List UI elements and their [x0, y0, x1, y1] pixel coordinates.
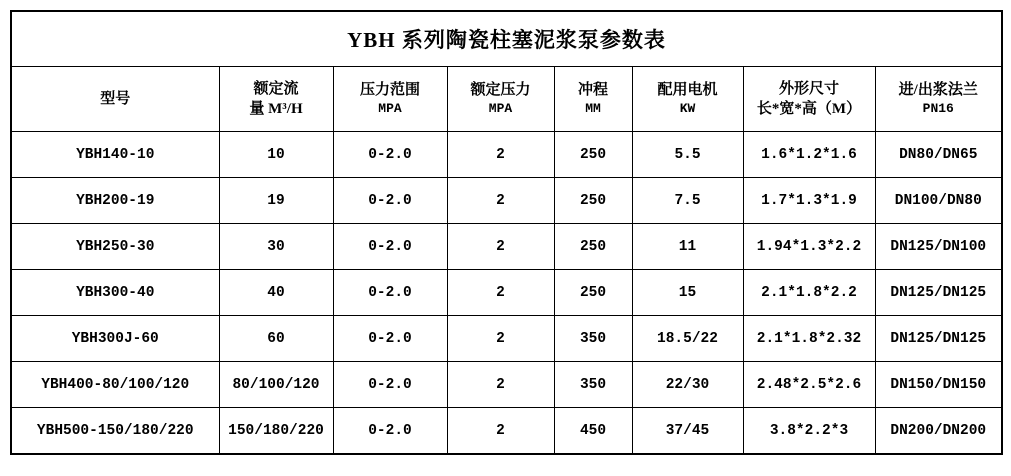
cell-flange: DN125/DN125 — [875, 270, 1002, 316]
cell-dimensions: 1.6*1.2*1.6 — [743, 132, 875, 178]
cell-flow: 19 — [219, 178, 333, 224]
column-header-rated-pressure-unit: MPA — [488, 101, 513, 117]
cell-stroke: 350 — [554, 316, 632, 362]
column-header-motor-line1: 配用电机 — [657, 82, 718, 99]
table-row — [11, 316, 1002, 362]
column-header-flange-line1: 进/出浆法兰 — [898, 82, 978, 99]
cell-rated-pressure: 2 — [447, 408, 554, 455]
cell-rated-pressure: 2 — [447, 316, 554, 362]
cell-model: YBH300J-60 — [11, 316, 219, 362]
cell-rated-pressure: 2 — [447, 132, 554, 178]
cell-dimensions: 1.7*1.3*1.9 — [743, 178, 875, 224]
column-header-flow-line1: 额定流 — [253, 80, 299, 97]
cell-model: YBH300-40 — [11, 270, 219, 316]
cell-dimensions: 2.1*1.8*2.32 — [743, 316, 875, 362]
parameter-table — [10, 10, 1003, 455]
cell-rated-pressure: 2 — [447, 362, 554, 408]
cell-motor: 15 — [632, 270, 743, 316]
cell-model: YBH250-30 — [11, 224, 219, 270]
cell-pressure-range: 0-2.0 — [333, 316, 447, 362]
cell-flow: 60 — [219, 316, 333, 362]
cell-pressure-range: 0-2.0 — [333, 132, 447, 178]
parameter-sheet — [10, 10, 1001, 466]
cell-flange: DN125/DN125 — [875, 316, 1002, 362]
cell-motor: 37/45 — [632, 408, 743, 455]
column-header-pressure-range-unit: MPA — [378, 101, 402, 117]
table-row — [11, 270, 1002, 316]
cell-flange: DN80/DN65 — [875, 132, 1002, 178]
column-header-stroke — [554, 67, 632, 132]
cell-stroke: 250 — [554, 132, 632, 178]
cell-flow: 40 — [219, 270, 333, 316]
cell-flow: 150/180/220 — [219, 408, 333, 455]
cell-dimensions: 2.1*1.8*2.2 — [743, 270, 875, 316]
cell-dimensions: 3.8*2.2*3 — [743, 408, 875, 455]
cell-dimensions: 1.94*1.3*2.2 — [743, 224, 875, 270]
table-row — [11, 408, 1002, 455]
column-header-dimensions — [743, 67, 875, 132]
cell-rated-pressure: 2 — [447, 178, 554, 224]
cell-motor: 7.5 — [632, 178, 743, 224]
column-header-model — [11, 67, 219, 132]
column-header-flow — [219, 67, 333, 132]
cell-flow: 30 — [219, 224, 333, 270]
column-header-motor — [632, 67, 743, 132]
cell-model: YBH200-19 — [11, 178, 219, 224]
cell-pressure-range: 0-2.0 — [333, 362, 447, 408]
cell-motor: 5.5 — [632, 132, 743, 178]
cell-motor: 11 — [632, 224, 743, 270]
column-header-dimensions-line2: 长*宽*高（M） — [756, 101, 862, 117]
cell-dimensions: 2.48*2.5*2.6 — [743, 362, 875, 408]
cell-flange: DN100/DN80 — [875, 178, 1002, 224]
table-header-row — [11, 67, 1002, 132]
cell-stroke: 250 — [554, 224, 632, 270]
cell-model: YBH500-150/180/220 — [11, 408, 219, 455]
cell-stroke: 250 — [554, 178, 632, 224]
cell-stroke: 250 — [554, 270, 632, 316]
page-title: YBH 系列陶瓷柱塞泥浆泵参数表 — [11, 11, 1002, 67]
table-title-row — [11, 11, 1002, 67]
cell-stroke: 350 — [554, 362, 632, 408]
table-row — [11, 362, 1002, 408]
cell-flange: DN200/DN200 — [875, 408, 1002, 455]
cell-rated-pressure: 2 — [447, 270, 554, 316]
column-header-rated-pressure — [447, 67, 554, 132]
cell-model: YBH400-80/100/120 — [11, 362, 219, 408]
column-header-pressure-range — [333, 67, 447, 132]
column-header-flow-line2: 量 M³/H — [249, 101, 303, 117]
table-row — [11, 224, 1002, 270]
column-header-stroke-line1: 冲程 — [577, 82, 608, 99]
cell-motor: 22/30 — [632, 362, 743, 408]
column-header-rated-pressure-line1: 额定压力 — [470, 82, 531, 99]
column-header-model-line1: 型号 — [100, 90, 131, 107]
cell-flange: DN150/DN150 — [875, 362, 1002, 408]
cell-model: YBH140-10 — [11, 132, 219, 178]
table-row — [11, 132, 1002, 178]
cell-flow: 10 — [219, 132, 333, 178]
column-header-dimensions-line1: 外形尺寸 — [778, 80, 839, 97]
cell-pressure-range: 0-2.0 — [333, 224, 447, 270]
column-header-stroke-unit: MM — [585, 101, 601, 117]
column-header-flange — [875, 67, 1002, 132]
cell-rated-pressure: 2 — [447, 224, 554, 270]
column-header-pressure-range-line1: 压力范围 — [359, 82, 420, 99]
cell-flow: 80/100/120 — [219, 362, 333, 408]
cell-pressure-range: 0-2.0 — [333, 408, 447, 455]
column-header-motor-unit: KW — [679, 101, 696, 117]
table-row — [11, 178, 1002, 224]
column-header-flange-line2: PN16 — [922, 101, 954, 117]
cell-stroke: 450 — [554, 408, 632, 455]
cell-motor: 18.5/22 — [632, 316, 743, 362]
cell-pressure-range: 0-2.0 — [333, 178, 447, 224]
cell-flange: DN125/DN100 — [875, 224, 1002, 270]
cell-pressure-range: 0-2.0 — [333, 270, 447, 316]
